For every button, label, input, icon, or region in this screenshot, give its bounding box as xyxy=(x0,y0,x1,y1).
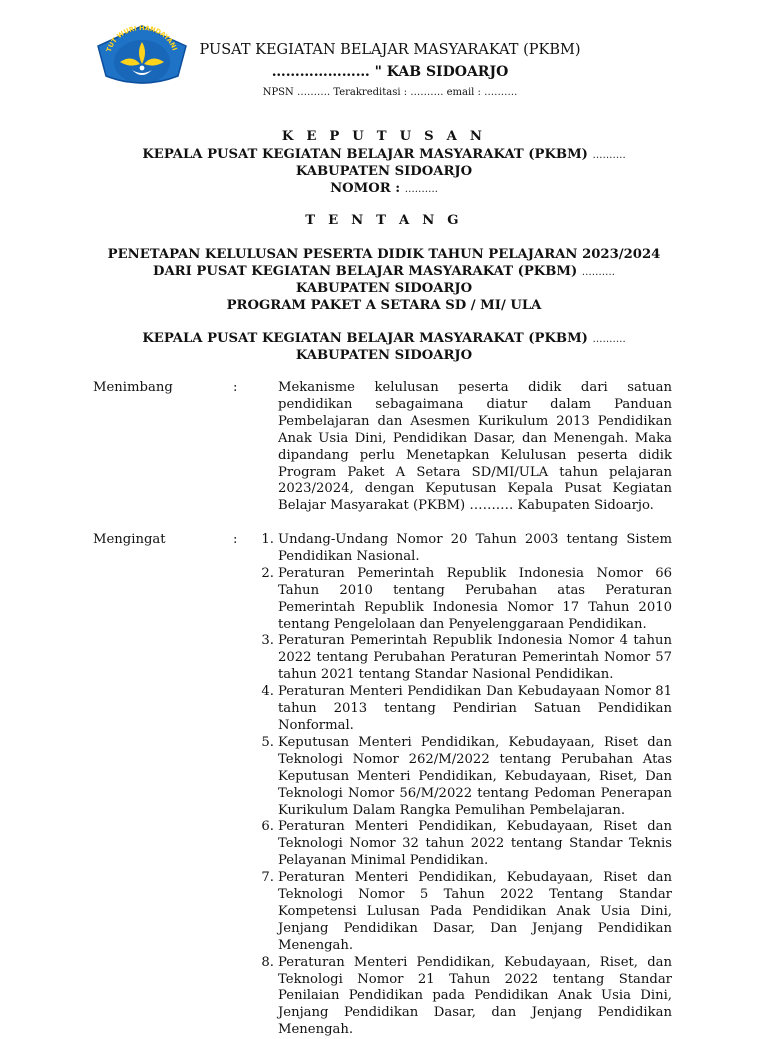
authority-heading-dots: ………. xyxy=(592,334,626,345)
menimbang-text: Mekanisme kelulusan peserta didik dari satuan pendidikan sebagaimana diatur dalam Panduan Pembelajaran dan Asesmen Kurikulum 2013 Pendidikan Anak Usia Dini, Pendidikan Dasar, dan Menengah. Maka dipandang perlu Menetapkan Kelulusan peserta didik Program Paket A Setara SD/MI/ULA tahun pelajaran 2023/2024, dengan Keputusan Kepala Pusat Kegiatan Belajar Masyarakat (PKBM) ………. Kabupaten Sidoarjo. xyxy=(278,380,672,514)
list-item-text: Undang-Undang Nomor 20 Tahun 2003 tentang Sistem Pendidikan Nasional. xyxy=(278,532,672,564)
logo-emblem-icon xyxy=(92,24,192,88)
list-item xyxy=(254,684,672,735)
list-item-text: Peraturan Menteri Pendidikan, Kebudayaan, Riset dan Teknologi Nomor 32 tahun 2022 tentang Standar Teknis Pelayanan Minimal Pendidikan. xyxy=(278,819,672,869)
institution-name: PUSAT KEGIATAN BELAJAR MASYARAKAT (PKBM) xyxy=(199,42,581,58)
logo-text: TUT WURI HANDAYANI xyxy=(104,24,179,54)
institution-info: NPSN ………. Terakreditasi : ………. email : ………. xyxy=(262,87,518,98)
list-item xyxy=(254,633,672,684)
list-item-text: Peraturan Menteri Pendidikan, Kebudayaan, Riset, dan Teknologi Nomor 21 Tahun 2022 tentang Standar Penilaian Pendidikan pada Pendidikan Anak Usia Dini, Jenjang Pendidikan Dasar, dan Jenjang Pendidikan Menengah. xyxy=(278,954,672,1038)
list-item xyxy=(254,819,672,870)
menimbang-label: Menimbang xyxy=(93,380,173,395)
decision-region: KABUPATEN SIDOARJO xyxy=(295,164,473,179)
list-item-text: Peraturan Menteri Pendidikan, Kebudayaan, Riset dan Teknologi Nomor 5 Tahun 2022 Tentang Standar Kompetensi Lulusan Pada Pendidikan Anak Usia Dini, Jenjang Pendidikan Dasar, Dan Jenjang Pendidikan Menengah. xyxy=(278,870,672,953)
list-item-number: 8. xyxy=(261,954,274,970)
institution-subtitle: ………………… " KAB SIDOARJO xyxy=(271,64,509,80)
list-item-number: 5. xyxy=(261,734,274,750)
about-heading: T E N T A N G xyxy=(305,213,463,228)
decision-authority-text: KEPALA PUSAT KEGIATAN BELAJAR MASYARAKAT (PKBM) xyxy=(142,147,588,162)
list-item-number: 4. xyxy=(261,684,274,700)
subject-line-2 xyxy=(60,263,708,281)
menimbang-colon: : xyxy=(233,380,238,395)
authority-heading xyxy=(60,330,708,348)
list-item xyxy=(254,735,672,820)
mengingat-colon: : xyxy=(233,532,238,547)
list-item-text: Keputusan Menteri Pendidikan, Kebudayaan, Riset dan Teknologi Nomor 262/M/2022 tentang Perubahan Atas Keputusan Menteri Pendidikan, Kebudayaan, Riset, Dan Teknologi Nomor 56/M/2022 tentang Pedoman Penerapan Kurikulum Dalam Rangka Pemulihan Pembelajaran. xyxy=(278,734,672,818)
subject-line-2-text: DARI PUSAT KEGIATAN BELAJAR MASYARAKAT (PKBM) xyxy=(153,264,578,279)
list-item xyxy=(254,955,672,1039)
decision-number-label: NOMOR : xyxy=(330,181,401,196)
decision-authority xyxy=(60,146,708,164)
list-item-number: 6. xyxy=(261,819,274,835)
list-item-number: 2. xyxy=(261,565,274,581)
mengingat-label: Mengingat xyxy=(93,532,166,547)
tut-wuri-handayani-logo xyxy=(92,24,192,88)
list-item-number: 7. xyxy=(261,870,274,886)
decision-authority-dots: ………. xyxy=(592,150,626,161)
authority-heading-text: KEPALA PUSAT KEGIATAN BELAJAR MASYARAKAT (PKBM) xyxy=(142,331,588,346)
subject-line-4: PROGRAM PAKET A SETARA SD / MI/ ULA xyxy=(226,298,542,313)
decision-number-dots: ………. xyxy=(404,184,438,195)
list-item xyxy=(254,566,672,634)
subject-line-2-dots: ………. xyxy=(581,267,615,278)
subject-line-3: KABUPATEN SIDOARJO xyxy=(295,281,473,296)
list-item-number: 1. xyxy=(261,532,274,547)
list-item-text: Peraturan Pemerintah Republik Indonesia Nomor 4 tahun 2022 tentang Perubahan Peraturan Pemerintah Nomor 57 tahun 2021 tentang Standar Nasional Pendidikan. xyxy=(278,633,672,683)
subject-line-1: PENETAPAN KELULUSAN PESERTA DIDIK TAHUN PELAJARAN 2023/2024 xyxy=(107,247,661,262)
decision-number xyxy=(60,180,708,198)
decision-title: K E P U T U S A N xyxy=(281,129,487,144)
list-item-number: 3. xyxy=(261,633,274,649)
authority-region: KABUPATEN SIDOARJO xyxy=(295,348,473,363)
list-item-text: Peraturan Menteri Pendidikan Dan Kebudayaan Nomor 81 tahun 2013 tentang Pendirian Satuan Pendidikan Nonformal. xyxy=(278,684,672,733)
list-item xyxy=(254,870,672,955)
list-item-text: Peraturan Pemerintah Republik Indonesia Nomor 66 Tahun 2010 tentang Perubahan atas Peraturan Pemerintah Republik Indonesia Nomor 17 Tahun 2010 tentang Pengelolaan dan Penyelenggaraan Pendidikan. xyxy=(278,565,672,632)
list-item xyxy=(254,532,672,566)
mengingat-list xyxy=(254,532,672,1039)
